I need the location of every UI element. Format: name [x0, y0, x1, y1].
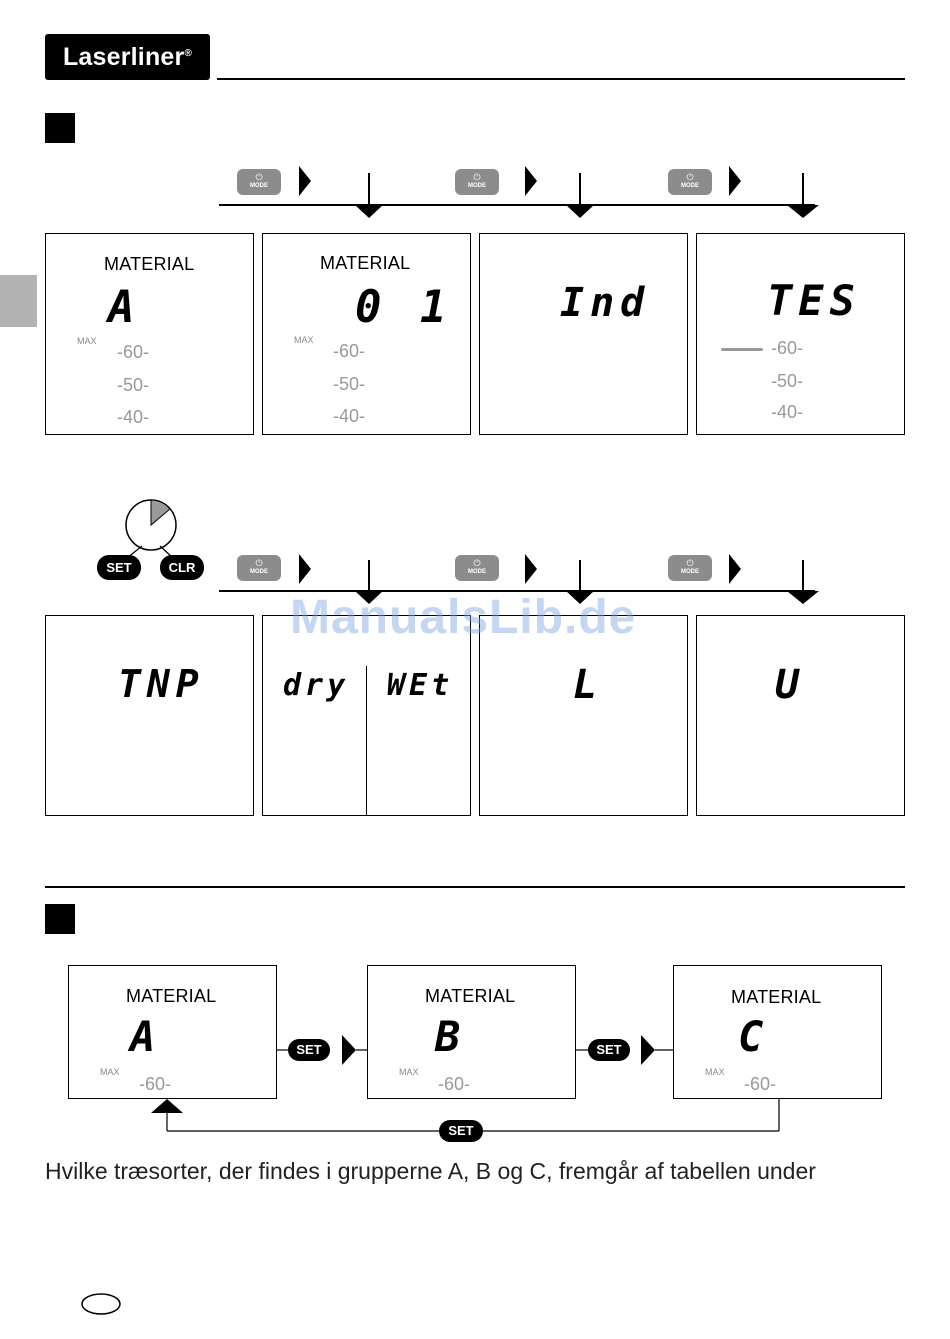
scale-60: -60-: [333, 341, 366, 361]
panel-divider: [366, 666, 367, 816]
max-label: MAX: [77, 336, 97, 346]
scale-60: -60-: [117, 342, 150, 362]
mode-button-icon: ⏻ MODE: [455, 555, 499, 581]
segment-readout: U: [775, 662, 806, 708]
segment-readout: Ind: [560, 280, 651, 326]
scale-60: -60-: [771, 338, 804, 358]
segment-readout: A: [108, 282, 141, 333]
display-panel-material-01: [262, 233, 471, 435]
segment-readout: L: [573, 662, 604, 708]
bar-indicator: [721, 348, 763, 351]
segment-readout-dry: dry: [283, 668, 350, 703]
scale-50: -50-: [771, 371, 804, 391]
segment-readout: 0 1: [355, 282, 453, 333]
material-panel-b: [367, 965, 576, 1099]
scale-40: -40-: [117, 407, 150, 427]
max-label: MAX: [294, 335, 314, 345]
mode-button-icon: ⏻ MODE: [237, 169, 281, 195]
display-panel-tnp: [45, 615, 254, 816]
display-panel-u: [696, 615, 905, 816]
scale-50: -50-: [333, 374, 366, 394]
segment-readout: TES: [767, 276, 861, 325]
mode-button-icon: ⏻ MODE: [455, 169, 499, 195]
mode-button-icon: ⏻ MODE: [237, 555, 281, 581]
segment-readout: C: [738, 1012, 770, 1061]
material-label: MATERIAL: [731, 987, 822, 1007]
material-panel-c: [673, 965, 882, 1099]
set-badge: SET: [288, 1039, 330, 1061]
material-label: MATERIAL: [320, 253, 411, 273]
watermark: ManualsLib.de: [290, 591, 637, 644]
segment-readout-wet: WEt: [387, 668, 454, 703]
mode-button-icon: ⏻ MODE: [668, 555, 712, 581]
scale-60: -60-: [744, 1074, 777, 1094]
display-panel-material-a: [45, 233, 254, 435]
laserliner-logo: Laserliner®: [45, 34, 210, 80]
material-label: MATERIAL: [425, 986, 516, 1006]
scale-50: -50-: [117, 375, 150, 395]
material-label: MATERIAL: [104, 254, 195, 274]
set-badge: SET: [97, 555, 141, 580]
set-badge: SET: [588, 1039, 630, 1061]
segment-readout: A: [130, 1012, 162, 1061]
section-rule: [45, 886, 905, 888]
display-panel-ind: [479, 233, 688, 435]
max-label: MAX: [399, 1067, 419, 1077]
material-panel-a: [68, 965, 277, 1099]
caption-text: Hvilke træsorter, der findes i grupperne A, B og C, fremgår af tabellen under: [45, 1158, 816, 1184]
material-label: MATERIAL: [126, 986, 217, 1006]
max-label: MAX: [100, 1067, 120, 1077]
mode-button-icon: ⏻ MODE: [668, 169, 712, 195]
max-label: MAX: [705, 1067, 725, 1077]
scale-60: -60-: [438, 1074, 471, 1094]
display-panel-dry-wet: [262, 615, 471, 816]
clr-badge: CLR: [160, 555, 204, 580]
section-2-marker: [45, 904, 75, 934]
display-panel-l: [479, 615, 688, 816]
scale-40: -40-: [333, 406, 366, 426]
scale-60: -60-: [139, 1074, 172, 1094]
scale-40: -40-: [771, 402, 804, 422]
set-badge: SET: [439, 1120, 483, 1142]
display-panel-tes: [696, 233, 905, 435]
segment-readout: B: [435, 1012, 467, 1061]
segment-readout: TNP: [118, 662, 205, 706]
